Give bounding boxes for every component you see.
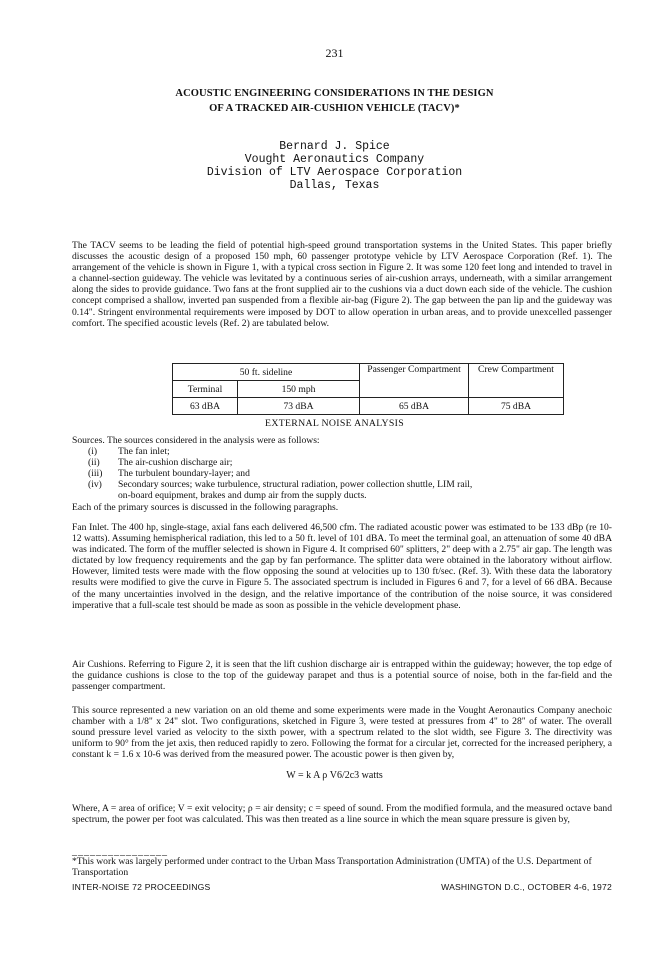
crew-value: 75 dBA — [469, 398, 564, 415]
source-paragraph — [72, 705, 612, 760]
passenger-value: 65 dBA — [360, 398, 469, 415]
footer-proceedings: INTER-NOISE 72 PROCEEDINGS — [72, 882, 211, 892]
author-name: Bernard J. Spice — [279, 140, 390, 153]
sources-intro: Sources. The sources considered in the analysis were as follows: — [72, 435, 320, 446]
terminal-value: 63 dBA — [173, 398, 238, 415]
fan-inlet-text: Fan Inlet. The 400 hp, single-stage, axial fans each delivered 46,500 cfm. The radiated acoustic power was estimated to be 133 dBp (re 10-12 watts). Assuming hemispherical radiation, this led to a 50 ft. level of 101 dBA. To meet the terminal goal, an attenuation of some 40 dBA was indicated. The form of the muffler selected is shown in Figure 4. It comprised 60" splitters, 2" deep with a 2.75" air gap. The length was dictated by low frequency requirements and the gap by fan performance. The splitter data were obtained in the laboratory without airflow. However, limited tests were made with the flow opposing the sound at velocities up to 130 ft/sec. (Ref. 3). With these data the laboratory results were modified to give the curve in Figure 5. The associated spectrum is included in Figures 6 and 7, for a level of 66 dBA. Because of the many uncertainties involved in the design, and the relative importance of the contribution of the noise source, it was considered imperative that a full-scale test should be made as soon as possible in the vehicle development phase. — [72, 522, 612, 611]
list-item-number: (ii) — [88, 457, 100, 469]
list-item-number: (iv) — [88, 479, 102, 491]
speed-header: 150 mph — [238, 381, 360, 398]
acoustic-levels-table — [172, 363, 564, 415]
list-item-continuation — [72, 490, 612, 501]
list-item — [72, 457, 612, 468]
intro-text: The TACV seems to be leading the field of potential high-speed ground transportation systems in the United States. This paper briefly discusses the acoustic design of a proposed 150 mph, 60 passenger prototype vehicle by LTV Aerospace Corporation (Ref. 1). The arrangement of the vehicle is shown in Figure 1, with a typical cross section in Figure 2. It was some 120 feet long and intended to travel in a channel-section guideway. The vehicle was levitated by a continuous series of air-cushion arrays, underneath, with a similar arrangement along the sides to provide guidance. Two fans at the front supplied air to the cushions via a duct down each side of the vehicle. The cushion concept comprised a shallow, inverted pan suspended from a flexible air-bag (Figure 2). The gap between the pan lip and the guideway was 0.14". Stringent environmental requirements were imposed by DOT to allow operation in urban areas, and to provide unexcelled passenger comfort. The specified acoustic levels (Ref. 2) are tabulated below. — [72, 240, 612, 329]
list-item-text: The air-cushion discharge air; — [118, 457, 233, 469]
air-cushions-text: Air Cushions. Referring to Figure 2, it is seen that the lift cushion discharge air is entrapped within the guideway; however, the top edge of the guidance cushions is close to the top of the guideway parapet and thus is a potential source of noise, both in the far-field and the passenger compartment. — [72, 659, 612, 693]
author-location: Dallas, Texas — [289, 179, 380, 192]
list-item — [72, 479, 612, 490]
speed-value: 73 dBA — [238, 398, 360, 415]
sources-list — [72, 435, 612, 513]
page-number: 231 — [325, 46, 344, 60]
fan-inlet-paragraph — [72, 522, 612, 611]
section-heading: EXTERNAL NOISE ANALYSIS — [265, 418, 404, 429]
terminal-header: Terminal — [173, 381, 238, 398]
list-item — [72, 468, 612, 479]
where-paragraph — [72, 803, 612, 825]
footnote: *This work was largely performed under contract to the Urban Mass Transportation Administration (UMTA) of the U.S. Department of Transportation — [72, 856, 592, 879]
footer-location-date: WASHINGTON D.C., OCTOBER 4-6, 1972 — [441, 882, 612, 892]
author-block — [0, 140, 669, 192]
where-text: Where, A = area of orifice; V = exit velocity; ρ = air density; c = speed of sound. From the modified formula, and the measured octave band spectrum, the power per foot was calculated. This was then treated as a line source in which the mean square pressure is given by, — [72, 803, 612, 826]
source-text: This source represented a new variation on an old theme and some experiments were made in the Vought Aeronautics Company anechoic chamber with a 1/8" x 24" slot. Two configurations, sketched in Figure 3, were tested at pressures from 4" to 28" of water. The overall sound pressure level varied as velocity to the sixth power, with a spectrum related to the slot width, see Figure 3. The directivity was uniform to 90° from the jet axis, then reduced rapidly to zero. Following the format for a circular jet, corrected for the increased periphery, a constant k = 1.6 x 10-6 was derived from the measured power. The acoustic power is then given by, — [72, 705, 612, 761]
passenger-header: Passenger Compartment — [360, 364, 469, 398]
list-item-number: (iii) — [88, 468, 103, 480]
crew-header: Crew Compartment — [469, 364, 564, 398]
air-cushions-paragraph — [72, 659, 612, 692]
author-division: Division of LTV Aerospace Corporation — [206, 166, 463, 179]
list-item-text: The turbulent boundary-layer; and — [118, 468, 250, 480]
list-item-number: (i) — [88, 446, 98, 458]
sources-closing: Each of the primary sources is discussed in the following paragraphs. — [72, 501, 339, 513]
intro-paragraph — [72, 240, 612, 329]
list-item — [72, 446, 612, 457]
author-company: Vought Aeronautics Company — [244, 153, 425, 166]
title-line-1: ACOUSTIC ENGINEERING CONSIDERATIONS IN THE DESIGN — [175, 88, 494, 99]
footnote-rule: ________________ — [72, 846, 168, 857]
sideline-header: 50 ft. sideline — [173, 364, 360, 381]
list-item-text: Secondary sources; wake turbulence, structural radiation, power collection shuttle, LIM rail, — [118, 479, 473, 491]
paper-title — [0, 86, 669, 116]
list-item-text: The fan inlet; — [118, 446, 170, 458]
acoustic-power-formula: W = k A ρ V6/2c3 watts — [286, 770, 383, 781]
list-item-text: on-board equipment, brakes and dump air from the supply ducts. — [118, 490, 367, 502]
title-line-2: OF A TRACKED AIR-CUSHION VEHICLE (TACV)* — [209, 103, 460, 114]
